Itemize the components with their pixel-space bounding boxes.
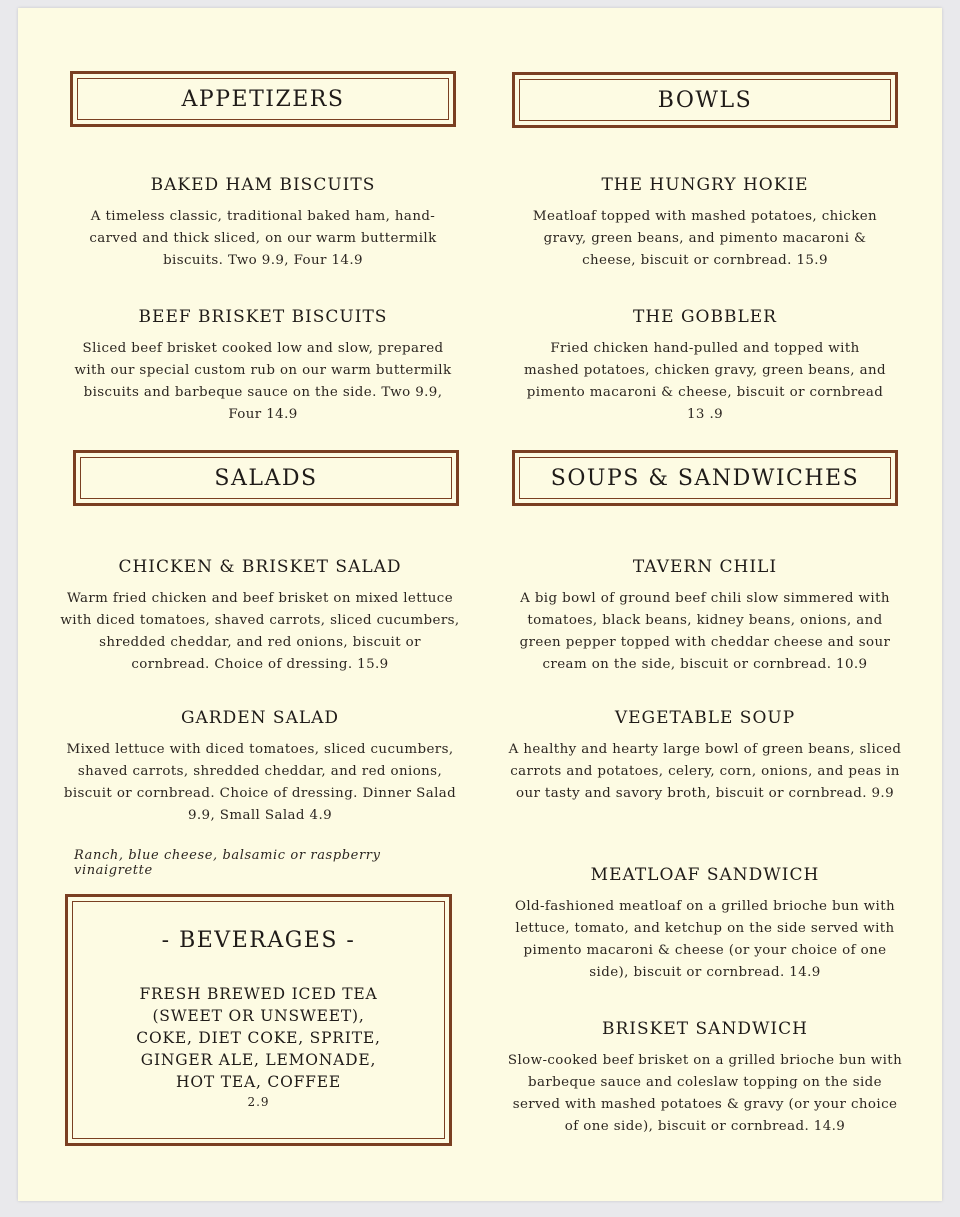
item-description: A timeless classic, traditional baked ham, hand-carved and thick sliced, on our warm buttermilk biscuits. Two 9.9, Four 14.9	[89, 209, 437, 268]
soups-sandwiches-header-label: SOUPS & SANDWICHES	[519, 457, 891, 499]
item-title: BEEF BRISKET BISCUITS	[138, 307, 388, 327]
item-description: Fried chicken hand-pulled and topped with mashed potatoes, chicken gravy, green beans, and pimento macaroni & cheese, biscuit or cornbread 13 .9	[524, 341, 886, 422]
beverages-list	[73, 983, 444, 1093]
menu-item-hungry-hokie	[512, 175, 898, 272]
item-title: TAVERN CHILI	[632, 557, 778, 577]
menu-item-brisket-sandwich	[506, 1019, 904, 1138]
beverage-line: COKE, DIET COKE, SPRITE,	[136, 1029, 381, 1047]
menu-item-chicken-brisket-salad	[60, 557, 460, 676]
soups-sandwiches-header	[512, 450, 898, 506]
beverages-inner	[72, 901, 445, 1139]
bowls-header	[512, 72, 898, 128]
item-description: Old-fashioned meatloaf on a grilled brioche bun with lettuce, tomato, and ketchup on the side served with pimento macaroni & cheese (or your choice of one side), biscuit or cornbread. 14.9	[514, 899, 896, 980]
item-title: THE HUNGRY HOKIE	[601, 175, 809, 195]
item-description: Meatloaf topped with mashed potatoes, chicken gravy, green beans, and pimento macaroni & cheese, biscuit or cornbread. 15.9	[532, 209, 878, 268]
item-title: THE GOBBLER	[633, 307, 777, 327]
beverage-line: GINGER ALE, LEMONADE,	[140, 1051, 377, 1069]
item-title: GARDEN SALAD	[180, 708, 340, 728]
item-description: A healthy and hearty large bowl of green beans, sliced carrots and potatoes, celery, corn, onions, and peas in our tasty and savory broth, biscuit or cornbread. 9.9	[508, 742, 902, 801]
menu-item-tavern-chili	[506, 557, 904, 676]
beverage-line: FRESH BREWED ICED TEA	[139, 985, 378, 1003]
item-title: BRISKET SANDWICH	[602, 1019, 808, 1039]
appetizers-header-label: APPETIZERS	[77, 78, 449, 120]
item-description: A big bowl of ground beef chili slow simmered with tomatoes, black beans, kidney beans, onions, and green pepper topped with cheddar cheese and sour cream on the side, biscuit or cornbread. 10.9	[519, 591, 891, 672]
beverages-price: 2.9	[247, 1095, 270, 1109]
menu-page	[18, 8, 942, 1201]
menu-item-baked-ham-biscuits	[70, 175, 456, 272]
item-description: Mixed lettuce with diced tomatoes, sliced cucumbers, shaved carrots, shredded cheddar, and red onions, biscuit or cornbread. Choice of dressing. Dinner Salad 9.9, Small Salad 4.9	[63, 742, 457, 823]
item-title: CHICKEN & BRISKET SALAD	[118, 557, 402, 577]
appetizers-header	[70, 71, 456, 127]
item-description: Warm fried chicken and beef brisket on mixed lettuce with diced tomatoes, shaved carrots, sliced cucumbers, shredded cheddar, and red onions, biscuit or cornbread. Choice of dressing. 15.9	[60, 591, 460, 672]
item-title: VEGETABLE SOUP	[614, 708, 796, 728]
beverages-box	[65, 894, 452, 1146]
item-title: MEATLOAF SANDWICH	[590, 865, 820, 885]
beverages-title: - BEVERAGES -	[161, 928, 356, 953]
salads-header	[73, 450, 459, 506]
item-title: BAKED HAM BISCUITS	[150, 175, 376, 195]
menu-item-vegetable-soup	[506, 708, 904, 805]
salads-header-label: SALADS	[80, 457, 452, 499]
beverage-line: HOT TEA, COFFEE	[176, 1073, 341, 1091]
menu-item-garden-salad	[60, 708, 460, 827]
item-description: Sliced beef brisket cooked low and slow, prepared with our special custom rub on our warm buttermilk biscuits and barbeque sauce on the side. Two 9.9, Four 14.9	[74, 341, 452, 422]
menu-item-beef-brisket-biscuits	[70, 307, 456, 426]
menu-item-the-gobbler	[512, 307, 898, 426]
menu-item-meatloaf-sandwich	[506, 865, 904, 984]
item-description: Slow-cooked beef brisket on a grilled brioche bun with barbeque sauce and coleslaw topping on the side served with mashed potatoes & gravy (or your choice of one side), biscuit or cornbread. 14.9	[507, 1053, 903, 1134]
bowls-header-label: BOWLS	[519, 79, 891, 121]
dressing-note: Ranch, blue cheese, balsamic or raspberry vinaigrette	[74, 848, 381, 878]
beverage-line: (SWEET OR UNSWEET),	[152, 1007, 365, 1025]
